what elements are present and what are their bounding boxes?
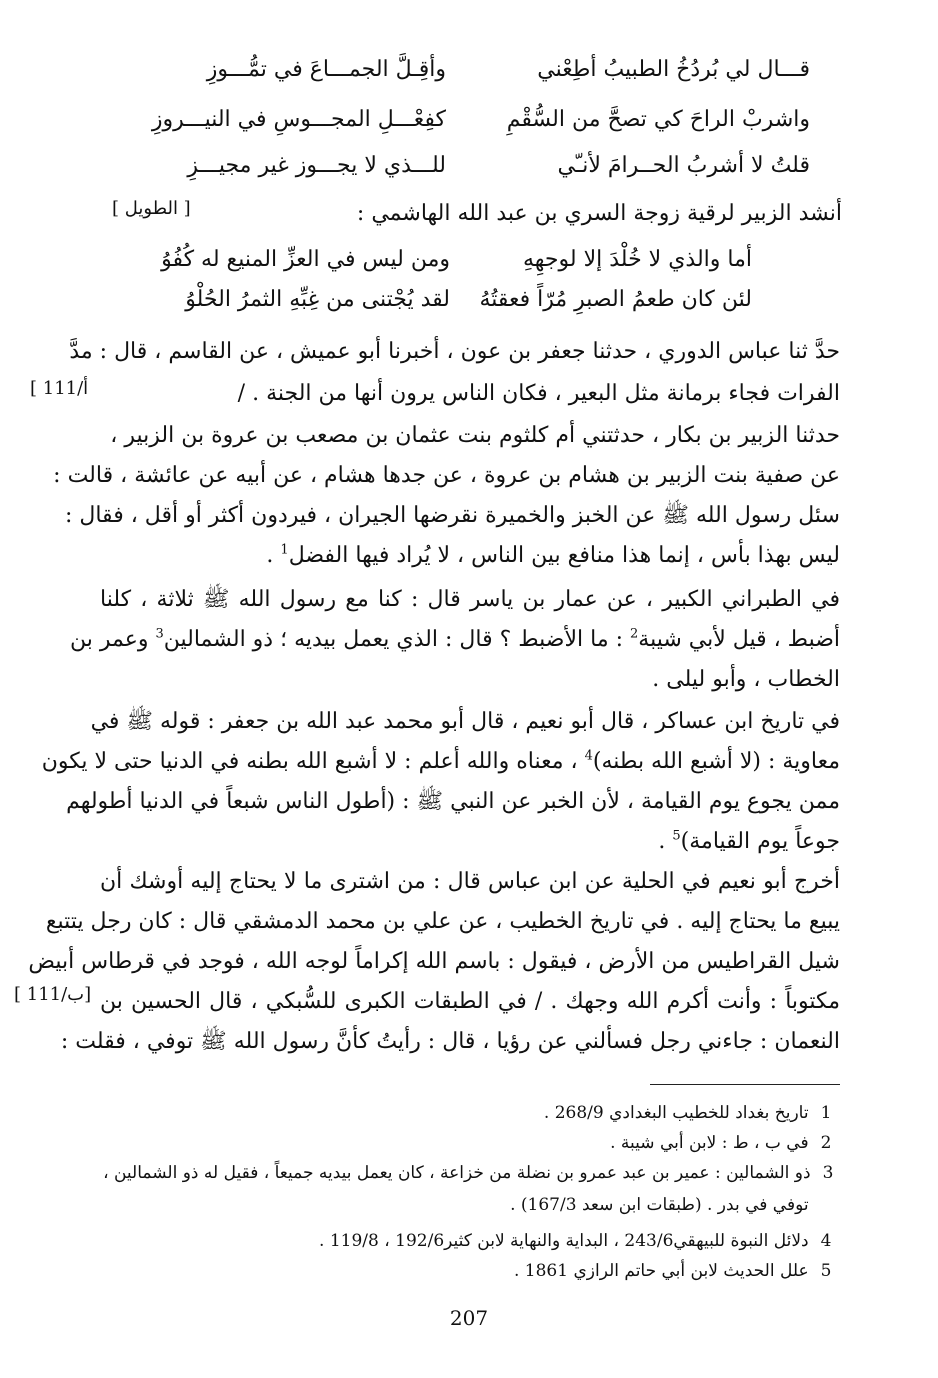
- footnote-number: 3: [822, 1163, 834, 1183]
- folio-margin-note: [ 111/ب]: [14, 984, 92, 1005]
- footnote-text: ذو الشمالين : عمير بن عبد عمرو بن نضلة من خزاعة ، كان يعمل بيديه جميعاً ، فقيل له ذو الشمالين ،: [103, 1163, 811, 1183]
- body-line-text: ليس بهذا بأس ، إنما هذا منافع بين الناس ، لا يُراد فيها الفضل: [288, 543, 840, 568]
- folio-margin-note: [ 111/أ: [30, 378, 89, 399]
- poem1-hemistich-left: للـــذي لا يجـــوز غير مجيـــزِ: [187, 153, 446, 178]
- footnote: [544, 1100, 838, 1128]
- footnote-ref: 5: [672, 828, 681, 844]
- body-line: [69, 624, 840, 658]
- body-line-text: أضبط ، قيل لأبي شيبة: [638, 627, 840, 652]
- poem-intro-line: أنشد الزبير لرقية زوجة السري بن عبد الله الهاشمي :: [356, 201, 842, 226]
- poem1-hemistich-right: قـــال لي بُردُخُ الطبيبُ أطِعْني: [537, 57, 810, 82]
- body-line: الخطاب ، وأبو ليلى .: [652, 667, 840, 692]
- footnote-separator: [650, 1084, 840, 1085]
- poem1-hemistich-right: واشربْ الراحَ كي تصحَّ من السُّقْمِ: [506, 107, 810, 132]
- footnote: [514, 1258, 838, 1286]
- body-line: حدثنا الزبير بن بكار ، حدثتني أم كلثوم بنت عثمان بن مصعب بن عروة بن الزبير ،: [110, 423, 840, 448]
- body-line-text: معاوية : (لا أشبع الله بطنه): [592, 749, 840, 774]
- body-line: ممن يجوع يوم القيامة ، لأن الخبر عن النبي ﷺ : (أطول الناس شبعاً في الدنيا أطولهم: [66, 789, 840, 814]
- body-line: مكتوباً : وأنت أكرم الله وجهك . / في الطبقات الكبرى للسُّبكي ، قال الحسين بن: [100, 989, 840, 1014]
- body-line-tail: .: [266, 543, 281, 568]
- footnote-text: دلائل النبوة للبيهقي243/6 ، البداية والنهاية لابن كثير192/6 ، 119/8 .: [319, 1231, 809, 1251]
- body-line: أخرج أبو نعيم في الحلية عن ابن عباس قال : من اشترى ما لا يحتاج إليه أوشك أن: [100, 869, 841, 894]
- footnote-ref: 2: [630, 626, 639, 642]
- footnote-text: تاريخ بغداد للخطيب البغدادي 268/9 .: [543, 1103, 809, 1123]
- body-line: [41, 746, 840, 780]
- footnote-text: علل الحديث لابن أبي حاتم الرازي 1861 .: [513, 1261, 809, 1281]
- poem2-hemistich-left: ومن ليس في العزِّ المنيع له كُفُوُ: [161, 247, 450, 272]
- footnote: [510, 1192, 838, 1220]
- body-line: حدَّ ثنا عباس الدوري ، حدثنا جعفر بن عون ، أخبرنا أبو عميش ، عن القاسم ، قال : مدَّ: [69, 339, 840, 364]
- body-line-tail: ، معناه والله أعلم : لا أشبع الله بطنه في الدنيا حتى لا يكون: [41, 749, 585, 774]
- footnote-number: 1: [820, 1103, 832, 1123]
- poem1-hemistich-left: وأقِـلَّ الجمـــاعَ في تمُّـــوزِ: [206, 57, 446, 82]
- poem2-hemistich-left: لقد يُجْتنى من غِبِّهِ الثمرُ الحُلْوُ: [185, 287, 450, 312]
- footnote: [319, 1228, 838, 1256]
- poem2-hemistich-right: لئن كان طعمُ الصبرِ مُرّاً فعقتُهُ: [479, 287, 752, 312]
- meter-tag: [ الطويل ]: [112, 198, 191, 219]
- body-line-text: جوعاً يوم القيامة): [680, 829, 840, 854]
- body-line: [100, 540, 840, 574]
- footnote-number: 2: [820, 1133, 832, 1153]
- footnote-ref: 3: [155, 626, 164, 642]
- footnote-ref: 1: [280, 542, 289, 558]
- footnote-number: 5: [820, 1261, 832, 1281]
- body-line: في الطبراني الكبير ، عن عمار بن ياسر قال : كنا مع رسول الله ﷺ ثلاثة ، كلنا: [100, 587, 840, 612]
- poem1-hemistich-left: كفِعْـــلِ المجـــوسِ في النيـــروزِ: [151, 107, 446, 132]
- body-line: سئل رسول الله ﷺ عن الخبز والخميرة نقرضها الجيران ، فيردون أكثر أو أقل ، فقال :: [64, 503, 840, 528]
- body-line: في تاريخ ابن عساكر ، قال أبو نعيم ، قال أبو محمد عبد الله بن جعفر : قوله ﷺ في: [90, 709, 840, 734]
- body-line: شيل القراطيس من الأرض ، فيقول : باسم الله إكراماً لوجه الله ، فوجد في قرطاس أبيض: [28, 949, 840, 974]
- body-line: الفرات فجاء برمانة مثل البعير ، فكان الناس يرون أنها من الجنة . /: [237, 381, 840, 406]
- footnote-number: 4: [820, 1231, 832, 1251]
- poem2-hemistich-right: أما والذي لا خُلْدَ إلا لوجهِهِ: [522, 247, 752, 272]
- body-line-tail: .: [658, 829, 673, 854]
- body-line: النعمان : جاءني رجل فسألني عن رؤيا ، قال : رأيتُ كأنَّ رسول الله ﷺ توفي ، فقلت :: [60, 1029, 840, 1054]
- body-line-tail: : ما الأضبط ؟ قال : الذي يعمل بيديه ؛ ذو الشمالين: [163, 627, 630, 652]
- footnote-ref: 4: [584, 748, 593, 764]
- footnote-text: في ب ، ط : لابن أبي شيبة .: [610, 1133, 809, 1153]
- footnote: [100, 1160, 840, 1188]
- body-line: عن صفية بنت الزبير بن هشام بن عروة ، عن جدها هشام ، عن أبيه عن عائشة ، قالت :: [53, 463, 840, 488]
- body-line: [100, 826, 840, 860]
- page-number: 207: [449, 1306, 489, 1330]
- body-line: يبيع ما يحتاج إليه . في تاريخ الخطيب ، عن علي بن محمد الدمشقي قال : كان رجل يتتبع: [45, 909, 840, 934]
- footnote: [610, 1130, 838, 1158]
- footnote-text: توفي في بدر . (طبقات ابن سعد 167/3) .: [510, 1195, 809, 1215]
- body-line-tail: وعمر بن: [69, 627, 156, 652]
- poem1-hemistich-right: قلتُ لا أشربُ الحــرامَ لأنـّي: [557, 153, 810, 178]
